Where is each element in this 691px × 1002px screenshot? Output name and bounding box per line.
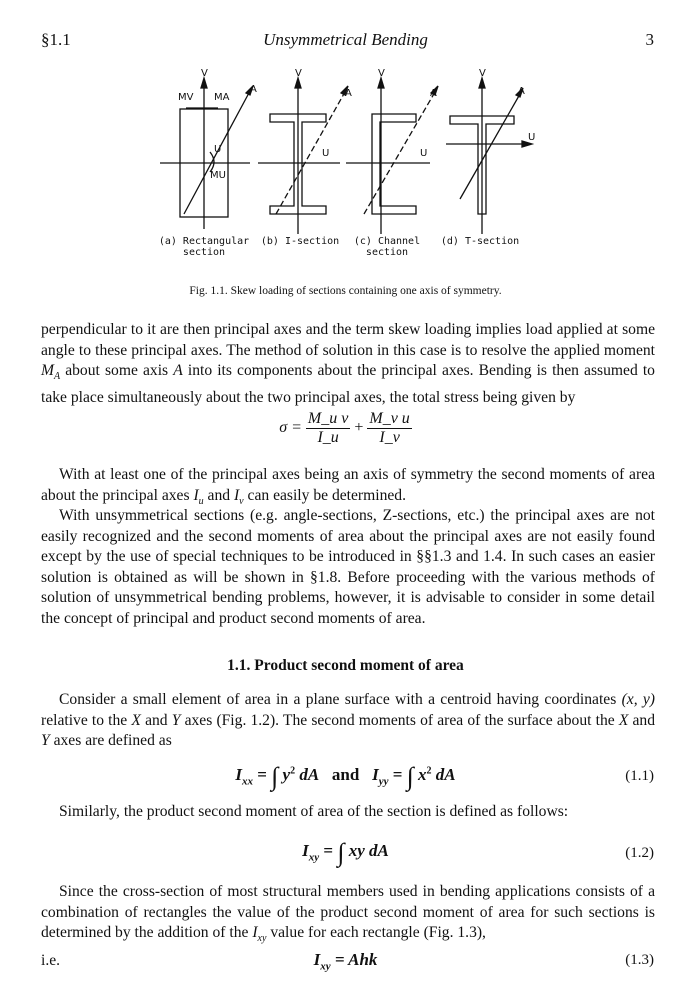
fig-a-ma-label: MA [214,92,230,103]
fig-a-mu-label: MU [210,170,226,181]
equation-1-3: $I_{xy}$ = Ahk [313,950,378,973]
fig-d-u-label: U [528,132,536,143]
fig-b-v-label: V [295,68,302,79]
i-section-drawing [258,78,348,234]
figure-caption: Fig. 1.1. Skew loading of sections containing one axis of symmetry. [189,285,502,297]
paragraph-4: Consider a small element of area in a plane surface with a centroid having coordinates (x, y) relative to the X and Y axes (Fig. 1.2). The second moments of area of the surface about the X and Y axes are defined as [41,691,656,749]
equation-1-2: $I_{xy}$ = ∫ xy dA [302,838,389,867]
ie-label: i.e. [41,952,61,969]
subcaption-d: (d) T-section [440,236,520,247]
equation-number-1-1: (1.1) [625,768,654,784]
fig-d-v-label: V [479,68,486,79]
fig-c-v-label: V [378,68,385,79]
fig-d-a-label: A [518,86,525,97]
fig-b-a-label: A [345,88,352,99]
page-number: 3 [645,30,654,49]
paragraph-1: perpendicular to it are then principal axes and the term skew loading implies load applied at some angle to these principal axes. The method of solution in this case is to resolve the applied moment $M_A$ about some axis A into its components about the principal axes. Bending is then assumed to take place simultaneously about the two principal axes, the total stress being given by [41,321,655,406]
equation-number-1-3: (1.3) [625,952,654,968]
paragraph-5: Similarly, the product second moment of area of the section is defined as follows: [59,803,569,820]
equation-number-1-2: (1.2) [625,845,654,861]
t-section-drawing [446,78,532,234]
paragraph-6: Since the cross-section of most structural members used in bending applications consists of a combination of rectangles the value of the product second moment of area for such sections is determined by the addition of the $I_{xy}$ value for each rectangle (Fig. 1.3), [41,883,655,945]
fig-a-u-label: U [214,144,222,155]
fig-b-u-label: U [322,148,330,159]
rectangular-section-drawing [160,78,253,229]
fig-a-mv-label: MV [178,92,194,103]
fig-c-a-label: A [430,88,437,99]
fig-a-v-label: V [201,68,208,79]
subcaption-b: (b) I-section [260,236,340,247]
paragraph-3: With unsymmetrical sections (e.g. angle-sections, Z-sections, etc.) the principal axes are not easily recognized and the second moments of area about the principal axes are not easily found except by the use of special techniques to be introduced in §§1.3 and 1.4. In such cases an easier solution is obtained as will be shown in §1.8. Before proceeding with the various methods of solution of unsymmetrical bending problems, however, it is advisable to consider in some detail the concept of principal and product second moments of area. [41,507,655,627]
fig-c-u-label: U [420,148,428,159]
running-title: Unsymmetrical Bending [263,30,428,49]
section-marker: §1.1 [41,30,71,49]
equation-sigma: σ = $\frac{\text{M\_u v}}{I\_u}$ + $\frac{\text{M\_v u}}{I\_v}$ [279,410,410,446]
subcaption-a: (a) Rectangular section [158,236,250,258]
paragraph-2: With at least one of the principal axes being an axis of symmetry the second moments of area about the principal axes $I_u$ and $I_v$ can easily be determined. [41,466,655,507]
equation-1-1: $I_{xx}$ = ∫ $y^2$ dA and $I_{yy}$ = ∫ $x^2$ dA [235,762,456,791]
section-heading: 1.1. Product second moment of area [227,657,464,674]
fig-a-a-label: A [250,84,257,95]
subcaption-c: (c) Channel section [353,236,421,258]
